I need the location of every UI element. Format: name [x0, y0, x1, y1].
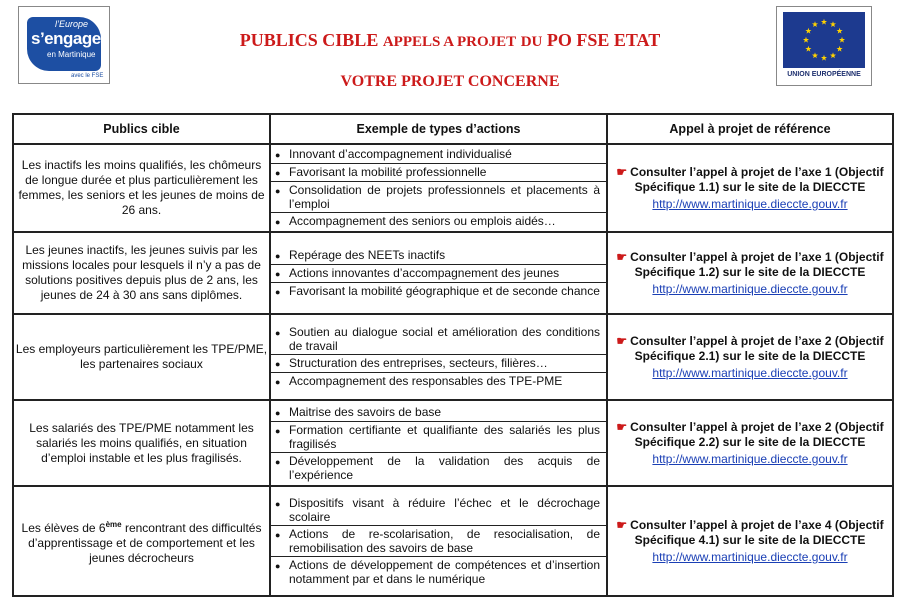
dieccte-link[interactable]: http://www.martinique.dieccte.gouv.fr	[652, 549, 848, 564]
title-part-c: DU	[520, 34, 543, 50]
reference-text: Consulter l’appel à projet de l’axe 1 (Objectif Spécifique 1.1) sur le site de la DIECCTE	[630, 164, 884, 194]
bullet-icon: ●	[275, 168, 281, 178]
action-item	[271, 164, 606, 182]
publics-table	[12, 113, 894, 597]
reference-cell	[607, 314, 893, 400]
action-item	[271, 182, 606, 213]
logo-place-text: en Martinique	[47, 50, 96, 59]
dieccte-link[interactable]: http://www.martinique.dieccte.gouv.fr	[652, 281, 848, 296]
table-header-row	[13, 114, 893, 144]
bullet-icon: ●	[275, 561, 281, 571]
action-item	[271, 213, 606, 230]
europe-sengage-logo	[18, 6, 110, 84]
action-item	[271, 283, 606, 300]
action-item	[271, 146, 606, 164]
actions-cell	[270, 232, 607, 314]
action-text: Actions de développement de compétences et d’insertion notamment par et dans le numérique	[289, 558, 600, 586]
action-text: Consolidation de projets professionnels et placements à l’emploi	[289, 183, 600, 211]
reference-text: Consulter l’appel à projet de l’axe 2 (Objectif Spécifique 2.2) sur le site de la DIECCTE	[630, 419, 884, 449]
action-text: Structuration des entreprises, secteurs, filières…	[289, 356, 548, 370]
bullet-icon: ●	[275, 150, 281, 160]
reference-text: Consulter l’appel à projet de l’axe 4 (Objectif Spécifique 4.1) sur le site de la DIECCTE	[630, 517, 884, 547]
page-title	[150, 30, 750, 51]
action-text: Soutien au dialogue social et amélioration des conditions de travail	[289, 325, 600, 353]
reference-cell	[607, 232, 893, 314]
action-text: Favorisant la mobilité géographique et de seconde chance	[289, 283, 600, 298]
pointing-hand-icon: ☛	[616, 419, 628, 434]
reference-cell	[607, 400, 893, 486]
title-part-a: PUBLICS CIBLE	[239, 30, 379, 50]
table-row	[13, 314, 893, 400]
action-text: Innovant d’accompagnement individualisé	[289, 147, 512, 161]
action-text: Développement de la validation des acquis de l’expérience	[289, 453, 600, 482]
action-text: Repérage des NEETs inactifs	[289, 247, 446, 262]
bullet-icon: ●	[275, 377, 281, 387]
action-item	[271, 373, 606, 390]
pointing-hand-icon: ☛	[616, 249, 628, 264]
bullet-icon: ●	[275, 425, 281, 436]
bullet-icon: ●	[275, 407, 281, 418]
public-cell: Les salariés des TPE/PME notamment les salariés les moins qualifiés, en situation d’emploi instable et les plus fragilisés.	[13, 400, 270, 486]
actions-cell	[270, 314, 607, 400]
bullet-icon: ●	[275, 217, 281, 227]
page-subtitle: VOTRE PROJET CONCERNE	[340, 73, 560, 90]
dieccte-link[interactable]: http://www.martinique.dieccte.gouv.fr	[652, 365, 848, 380]
actions-cell	[270, 486, 607, 596]
action-item	[271, 247, 606, 265]
table-row	[13, 486, 893, 596]
reference-cell	[607, 144, 893, 232]
reference-text: Consulter l’appel à projet de l’axe 2 (Objectif Spécifique 2.1) sur le site de la DIECCTE	[630, 333, 884, 363]
public-text-b: rencontrant des difficultés d’apprentissage et de comportement et les jeunes décrocheurs	[28, 520, 262, 565]
action-item	[271, 526, 606, 557]
action-text: Actions de re-scolarisation, de resocialisation, de remobilisation des savoirs de base	[289, 527, 600, 555]
public-text-a: Les élèves de 6	[21, 520, 106, 535]
eu-flag-icon	[783, 12, 865, 68]
bullet-icon: ●	[275, 186, 281, 196]
logo-engage-text: s’engage	[31, 29, 101, 48]
table-row	[13, 232, 893, 314]
action-text: Dispositifs visant à réduire l’échec et le décrochage scolaire	[289, 496, 600, 524]
title-part-b: APPELS A PROJET	[382, 34, 517, 50]
bullet-icon: ●	[275, 530, 281, 540]
dieccte-link[interactable]: http://www.martinique.dieccte.gouv.fr	[652, 451, 848, 466]
action-text: Formation certifiante et qualifiante des salariés les plus fragilisés	[289, 422, 600, 451]
action-item	[271, 453, 606, 483]
action-item	[271, 495, 606, 526]
action-item	[271, 324, 606, 355]
column-header-reference: Appel à projet de référence	[607, 114, 893, 144]
action-text: Favorisant la mobilité professionnelle	[289, 165, 487, 179]
public-superscript: ème	[105, 519, 122, 529]
reference-cell	[607, 486, 893, 596]
table-row	[13, 144, 893, 232]
actions-cell	[270, 144, 607, 232]
pointing-hand-icon: ☛	[616, 517, 628, 532]
public-cell	[13, 486, 270, 596]
action-item	[271, 355, 606, 373]
action-item	[271, 422, 606, 453]
action-text: Accompagnement des seniors ou emplois aidés…	[289, 214, 556, 228]
bullet-icon: ●	[275, 499, 281, 509]
actions-cell	[270, 400, 607, 486]
action-item	[271, 557, 606, 587]
action-text: Maitrise des savoirs de base	[289, 404, 442, 419]
bullet-icon: ●	[275, 286, 281, 297]
eu-flag-logo	[776, 6, 872, 86]
public-cell: Les jeunes inactifs, les jeunes suivis par les missions locales pour lesquels il n’y a pas de solutions positives depuis plus de 2 ans, les jeunes de 24 à 30 ans sans diplômes.	[13, 232, 270, 314]
public-cell: Les inactifs les moins qualifiés, les chômeurs de longue durée et plus particulièrement les femmes, les seniors et les jeunes de moins de 26 ans.	[13, 144, 270, 232]
public-cell: Les employeurs particulièrement les TPE/PME, les partenaires sociaux	[13, 314, 270, 400]
action-text: Accompagnement des responsables des TPE-PME	[289, 374, 563, 388]
eu-label: UNION EUROPÉENNE	[787, 71, 861, 78]
reference-text: Consulter l’appel à projet de l’axe 1 (Objectif Spécifique 1.2) sur le site de la DIECCTE	[630, 249, 884, 279]
action-text: Actions innovantes d’accompagnement des jeunes	[289, 265, 560, 280]
bullet-icon: ●	[275, 250, 281, 261]
bullet-icon: ●	[275, 268, 281, 279]
bullet-icon: ●	[275, 359, 281, 369]
bullet-icon: ●	[275, 456, 281, 467]
table-row	[13, 400, 893, 486]
pointing-hand-icon: ☛	[616, 333, 628, 348]
bullet-icon: ●	[275, 328, 281, 338]
column-header-publics: Publics cible	[13, 114, 270, 144]
pointing-hand-icon: ☛	[616, 164, 628, 179]
column-header-actions: Exemple de types d’actions	[270, 114, 607, 144]
action-item	[271, 404, 606, 422]
logo-avec-text: avec le FSE	[71, 73, 104, 79]
title-part-d: PO FSE ETAT	[546, 30, 661, 50]
logo-europe-text: l’Europe	[55, 19, 89, 29]
action-item	[271, 265, 606, 283]
dieccte-link[interactable]: http://www.martinique.dieccte.gouv.fr	[652, 196, 848, 211]
